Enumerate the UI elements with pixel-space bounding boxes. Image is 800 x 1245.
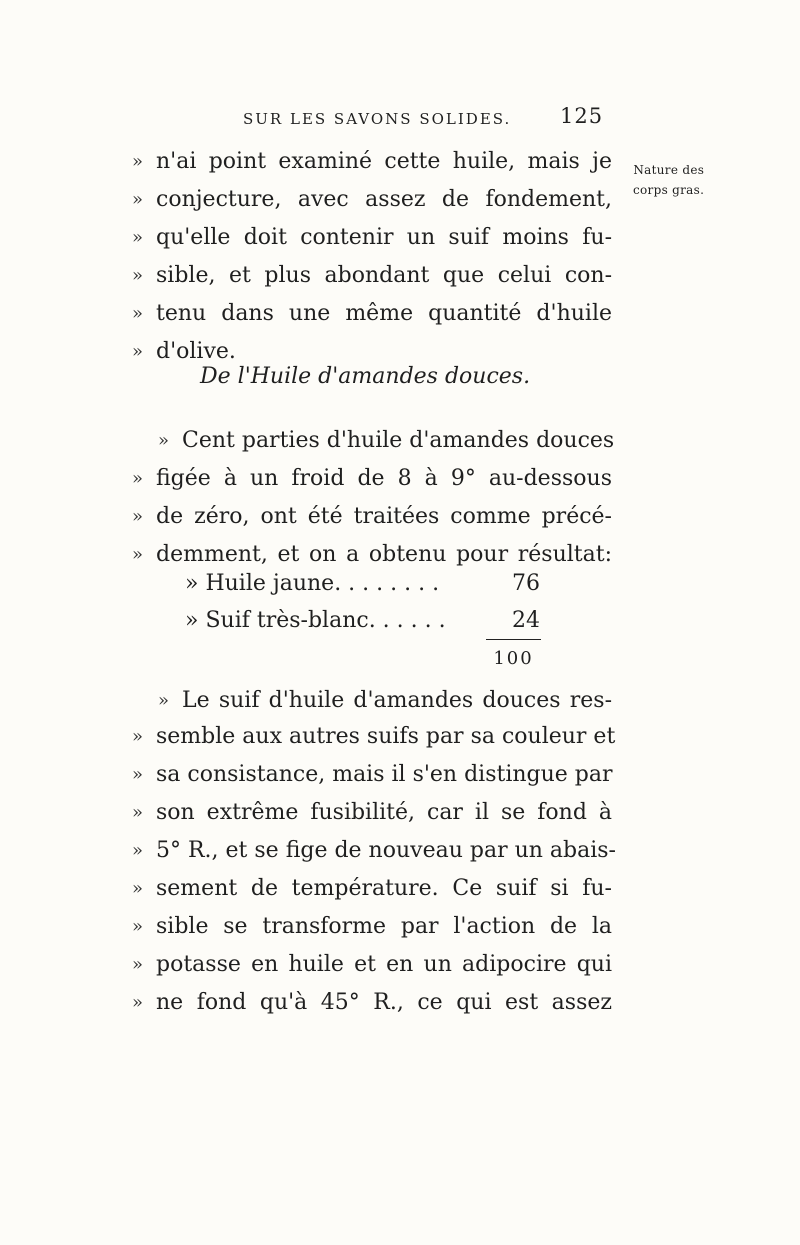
margin-note-line-1: Nature des [633,163,705,177]
paragraph-opening [158,682,612,720]
line-text: 5° R., et se fige de nouveau par un abais- [156,838,616,863]
quote-mark: » [132,151,144,172]
line-text: Cent parties d'huile d'amandes douces [182,428,615,453]
text-line [132,718,616,756]
page-number: 125 [560,104,604,128]
table-row [185,565,540,603]
line-text: sa consistance, mais il s'en distingue par [156,762,613,787]
text-line [132,832,616,870]
row-value: 24 [512,608,540,633]
paragraph-opening [158,422,615,460]
sum-rule [486,639,541,640]
line-text: demment, et on a obtenu pour résultat: [156,542,612,567]
text-line [132,498,612,536]
quote-mark: » [132,726,144,747]
text-line [132,908,612,946]
row-value: 76 [512,571,540,596]
text-line [132,870,612,908]
margin-note-line-2: corps gras. [633,183,705,197]
text-line [158,422,615,460]
paragraph-body [132,460,612,574]
line-text: n'ai point examiné cette huile, mais je [156,149,612,174]
margin-note [633,160,704,200]
quote-mark: » [132,954,144,975]
line-text: potasse en huile et en un adipocire qui [156,952,612,977]
text-line [132,219,612,257]
line-text: Le suif d'huile d'amandes douces res- [182,688,612,713]
line-text: d'olive. [156,339,236,364]
row-label: » Suif très-blanc. . . . . . [185,608,446,633]
text-line [132,181,612,219]
line-text: sible se transforme par l'action de la [156,914,612,939]
text-line [132,143,612,181]
quote-mark: » [132,341,144,362]
running-title: SUR LES SAVONS SOLIDES. [243,110,512,128]
line-text: sible, et plus abondant que celui con- [156,263,612,288]
quote-mark: » [132,878,144,899]
line-text: conjecture, avec assez de fondement, [156,187,612,212]
line-text: figée à un froid de 8 à 9° au-dessous [156,466,612,491]
quote-mark: » [132,544,144,565]
line-text: ne fond qu'à 45° R., ce qui est assez [156,990,612,1015]
quote-mark: » [132,227,144,248]
line-text: de zéro, ont été traitées comme précé- [156,504,612,529]
quote-mark: » [132,303,144,324]
text-line [132,984,612,1022]
paragraph-body [132,718,616,1022]
text-line [132,295,612,333]
quote-mark: » [132,992,144,1013]
quote-mark: » [158,430,170,451]
line-text: sement de température. Ce suif si fu- [156,876,612,901]
text-line [132,756,612,794]
section-heading: De l'Huile d'amandes douces. [200,364,531,389]
table-total: 100 [493,648,534,669]
quote-mark: » [132,764,144,785]
quote-mark: » [132,916,144,937]
text-line [132,946,612,984]
line-text: tenu dans une même quantité d'huile [156,301,612,326]
text-line [158,682,612,720]
quote-mark: » [132,189,144,210]
quote-mark: » [132,840,144,861]
table-row [185,602,540,640]
quote-mark: » [158,690,170,711]
quote-mark: » [132,468,144,489]
text-line [132,257,612,295]
text-line [132,794,612,832]
line-text: semble aux autres suifs par sa couleur et [156,724,616,749]
line-text: son extrême fusibilité, car il se fond à [156,800,612,825]
line-text: qu'elle doit contenir un suif moins fu- [156,225,612,250]
quote-mark: » [132,802,144,823]
row-label: » Huile jaune. . . . . . . . [185,571,440,596]
paragraph-continued [132,143,612,371]
text-line [132,460,612,498]
quote-mark: » [132,265,144,286]
quote-mark: » [132,506,144,527]
